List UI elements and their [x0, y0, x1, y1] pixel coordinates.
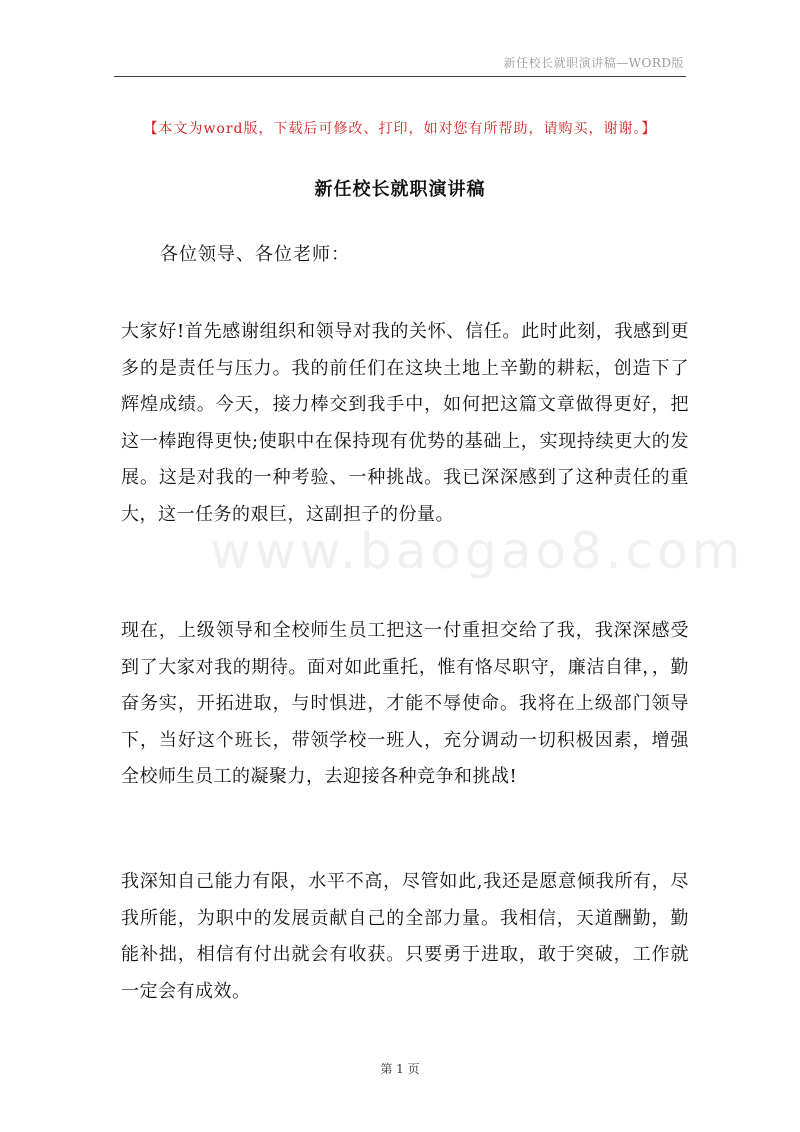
watermark: www.baogao8.com [210, 522, 745, 580]
purchase-notice: 【本文为word版，下载后可修改、打印，如对您有所帮助，请购买，谢谢。】 [143, 121, 657, 137]
paragraph: 我深知自己能力有限，水平不高，尽管如此,我还是愿意倾我所有，尽我所能，为职中的发展贡献自己的全部力量。我相信，天道酬勤，勤能补拙，相信有付出就会有收获。只要勇于进取，敢于突破，工作就一定会有成效。 [121, 871, 689, 1002]
page-number: 第 1 页 [380, 1062, 420, 1076]
paragraph: 现在，上级领导和全校师生员工把这一付重担交给了我，我深深感受到了大家对我的期待。面对如此重托，惟有恪尽职守，廉洁自律，，勤奋务实，开拓进取，与时惧进，才能不辱使命。我将在上级部门领导下，当好这个班长，带领学校一班人，充分调动一切积极因素，增强全校师生员工的凝聚力，去迎接各种竞争和挑战! [121, 620, 689, 788]
running-header: 新任校长就职演讲稿—WORD版 [503, 56, 684, 70]
salutation: 各位领导、各位老师： [160, 244, 350, 265]
header-divider [114, 76, 686, 77]
document-title: 新任校长就职演讲稿 [314, 179, 486, 200]
paragraph: 大家好!首先感谢组织和领导对我的关怀、信任。此时此刻，我感到更多的是责任与压力。我的前任们在这块土地上辛勤的耕耘，创造下了辉煌成绩。今天，接力棒交到我手中，如何把这篇文章做得更好，把这一棒跑得更快;使职中在保持现有优势的基础上，实现持续更大的发展。这是对我的一种考验、一种挑战。我已深深感到了这种责任的重大，这一任务的艰巨，这副担子的份量。 [121, 321, 689, 525]
